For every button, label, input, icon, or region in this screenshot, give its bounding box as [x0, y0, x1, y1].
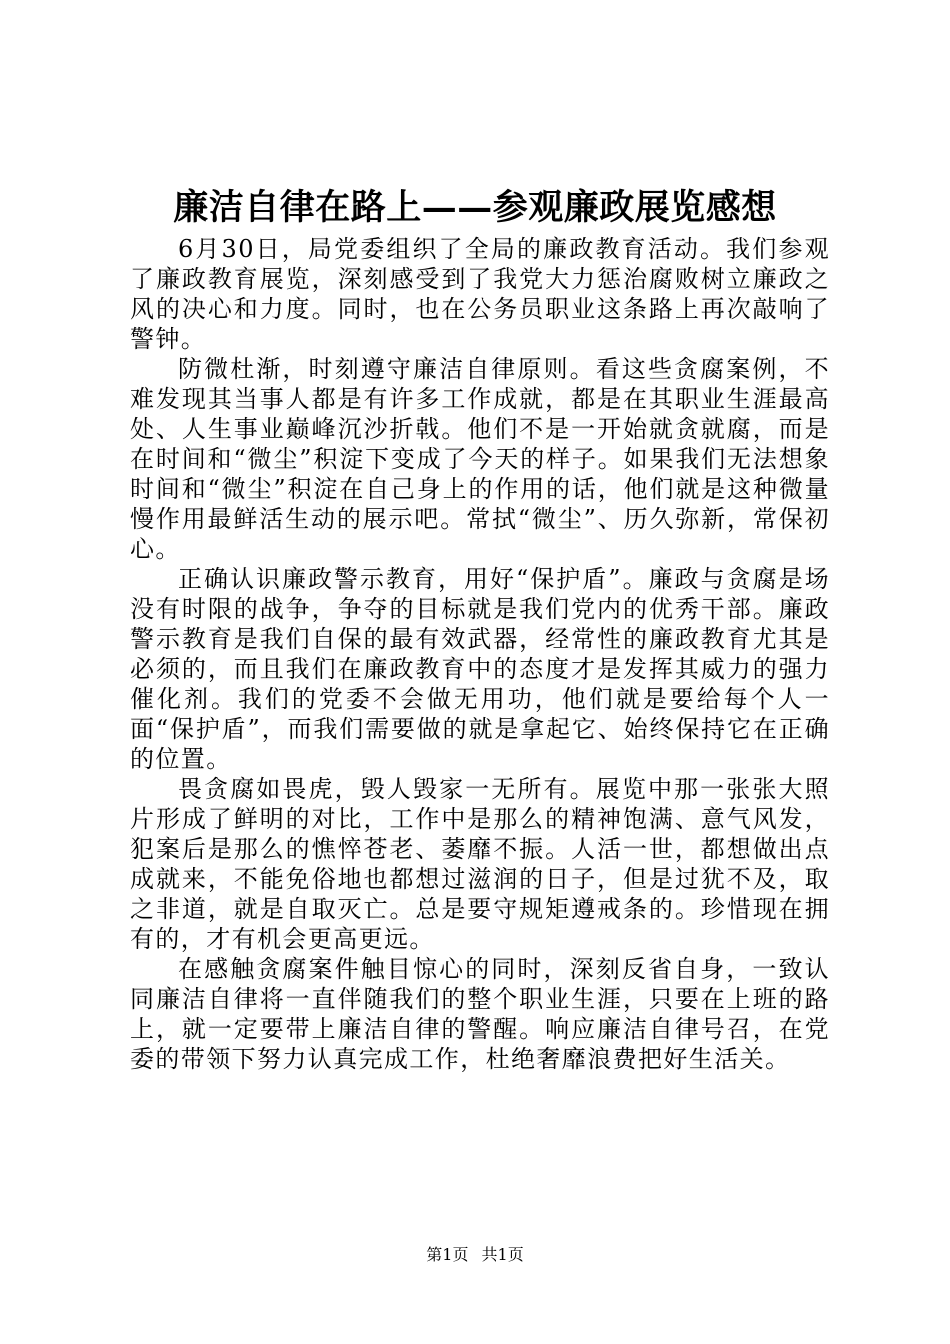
document-body: [130, 234, 830, 1074]
paragraph-1: 6月30日，局党委组织了全局的廉政教育活动。我们参观了廉政教育展览，深刻感受到了我党大力惩治腐败树立廉政之风的决心和力度。同时，也在公务员职业这条路上再次敲响了警钟。: [130, 235, 830, 353]
paragraph-2: 防微杜渐，时刻遵守廉洁自律原则。看这些贪腐案例，不难发现其当事人都是有许多工作成就，都是在其职业生涯最高处、人生事业巅峰沉沙折戟。他们不是一开始就贪就腐，而是在时间和“微尘”积淀下变成了今天的样子。如果我们无法想象时间和“微尘”积淀在自己身上的作用的话，他们就是这种微量慢作用最鲜活生动的展示吧。常拭“微尘”、历久弥新，常保初心。: [130, 355, 830, 563]
page-number: 第1页: [426, 1245, 469, 1264]
page-footer: [0, 1243, 950, 1267]
document-title: 廉洁自律在路上——参观廉政展览感想: [173, 187, 777, 228]
paragraph-4: 畏贪腐如畏虎，毁人毁家一无所有。展览中那一张张大照片形成了鲜明的对比，工作中是那么的精神饱满、意气风发，犯案后是那么的憔悴苍老、萎靡不振。人活一世，都想做出点成就来，不能免俗地也都想过滋润的日子，但是过犹不及，取之非道，就是自取灭亡。总是要守规矩遵戒条的。珍惜现在拥有的，才有机会更高更远。: [130, 775, 830, 953]
page-total: 共1页: [481, 1245, 524, 1264]
paragraph-3: 正确认识廉政警示教育，用好“保护盾”。廉政与贪腐是场没有时限的战争，争夺的目标就是我们党内的优秀干部。廉政警示教育是我们自保的最有效武器，经常性的廉政教育尤其是必须的，而且我们在廉政教育中的态度才是发挥其威力的强力催化剂。我们的党委不会做无用功，他们就是要给每个人一面“保护盾”，而我们需要做的就是拿起它、始终保持它在正确的位置。: [130, 565, 830, 773]
paragraph-5: 在感触贪腐案件触目惊心的同时，深刻反省自身，一致认同廉洁自律将一直伴随我们的整个职业生涯，只要在上班的路上，就一定要带上廉洁自律的警醒。响应廉洁自律号召，在党委的带领下努力认真完成工作，杜绝奢靡浪费把好生活关。: [130, 955, 830, 1073]
